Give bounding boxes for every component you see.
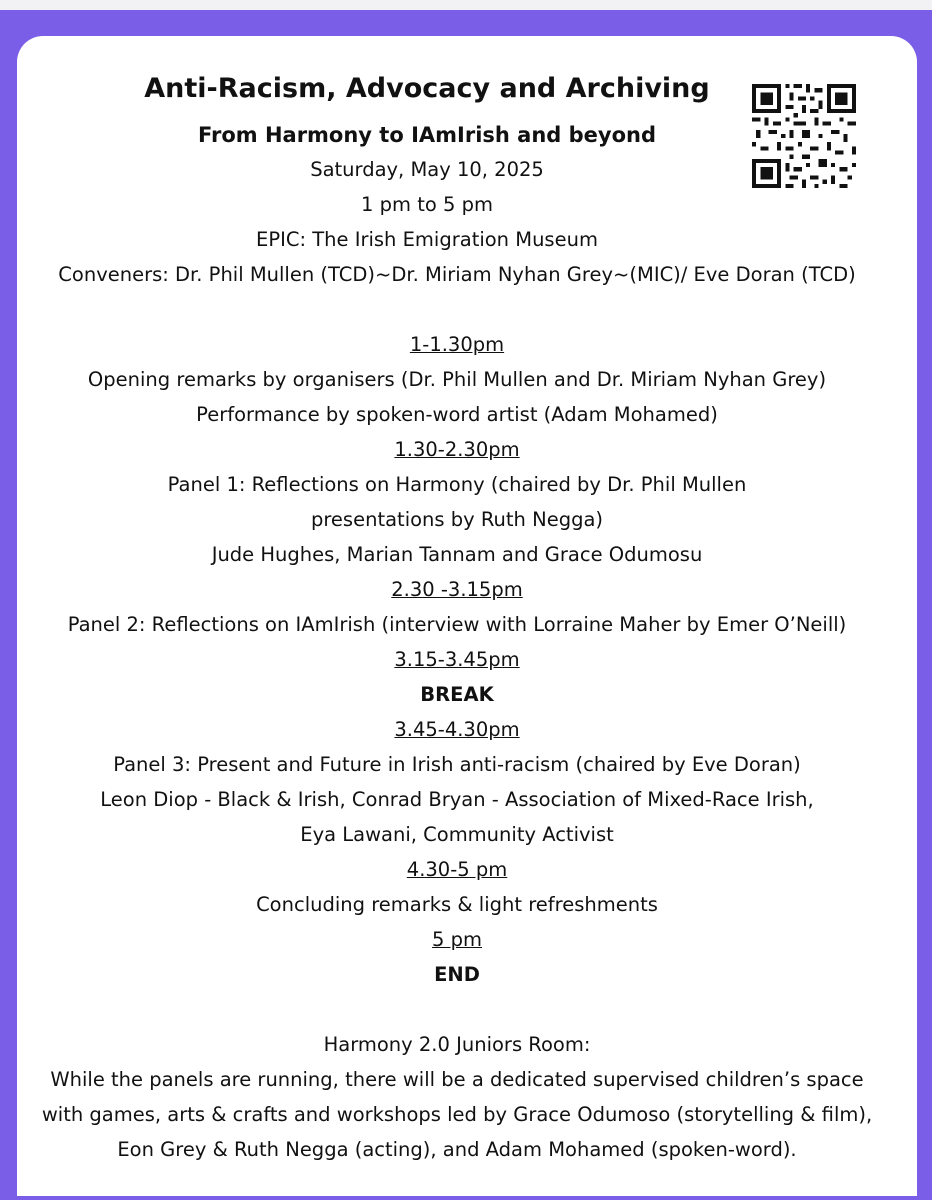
session-text: Performance by spoken-word artist (Adam Mohamed) <box>196 403 718 426</box>
session-text: Leon Diop - Black & Irish, Conrad Bryan - Association of Mixed-Race Irish, <box>100 788 814 811</box>
page-title: Anti-Racism, Advocacy and Archiving <box>144 73 710 104</box>
end-label: END <box>434 963 480 986</box>
break-label: BREAK <box>420 683 494 706</box>
session-time: 1.30-2.30pm <box>394 438 520 461</box>
juniors-heading: Harmony 2.0 Juniors Room: <box>323 1033 591 1056</box>
qr-code-icon[interactable] <box>752 84 856 188</box>
session-time: 2.30 -3.15pm <box>391 578 523 601</box>
session-text: Panel 3: Present and Future in Irish anti-racism (chaired by Eve Doran) <box>113 753 801 776</box>
juniors-text: Eon Grey & Ruth Negga (acting), and Adam Mohamed (spoken-word). <box>117 1138 797 1161</box>
page-subtitle: From Harmony to IAmIrish and beyond <box>197 123 657 147</box>
session-text: Panel 1: Reflections on Harmony (chaired by Dr. Phil Mullen <box>167 473 747 496</box>
session-text: Panel 2: Reflections on IAmIrish (interview with Lorraine Maher by Emer O’Neill) <box>67 613 847 636</box>
session-time: 3.45-4.30pm <box>394 718 520 741</box>
session-text: Concluding remarks & light refreshments <box>256 893 658 916</box>
session-time: 5 pm <box>432 928 482 951</box>
event-hours: 1 pm to 5 pm <box>361 193 493 216</box>
top-strip <box>0 0 932 10</box>
event-date: Saturday, May 10, 2025 <box>310 158 544 181</box>
session-time: 1-1.30pm <box>409 333 505 356</box>
flyer-card <box>17 36 917 1196</box>
session-text: Jude Hughes, Marian Tannam and Grace Odumosu <box>211 543 703 566</box>
session-text: Eya Lawani, Community Activist <box>300 823 614 846</box>
session-time: 3.15-3.45pm <box>394 648 520 671</box>
event-venue: EPIC: The Irish Emigration Museum <box>256 228 598 251</box>
juniors-text: with games, arts & crafts and workshops led by Grace Odumoso (storytelling & film), <box>41 1103 873 1126</box>
juniors-text: While the panels are running, there will be a dedicated supervised children’s space <box>50 1068 864 1091</box>
session-text: Opening remarks by organisers (Dr. Phil Mullen and Dr. Miriam Nyhan Grey) <box>87 368 827 391</box>
session-text: presentations by Ruth Negga) <box>310 508 604 531</box>
conveners: Conveners: Dr. Phil Mullen (TCD)~Dr. Miriam Nyhan Grey~(MIC)/ Eve Doran (TCD) <box>58 263 856 286</box>
session-time: 4.30-5 pm <box>406 858 508 881</box>
